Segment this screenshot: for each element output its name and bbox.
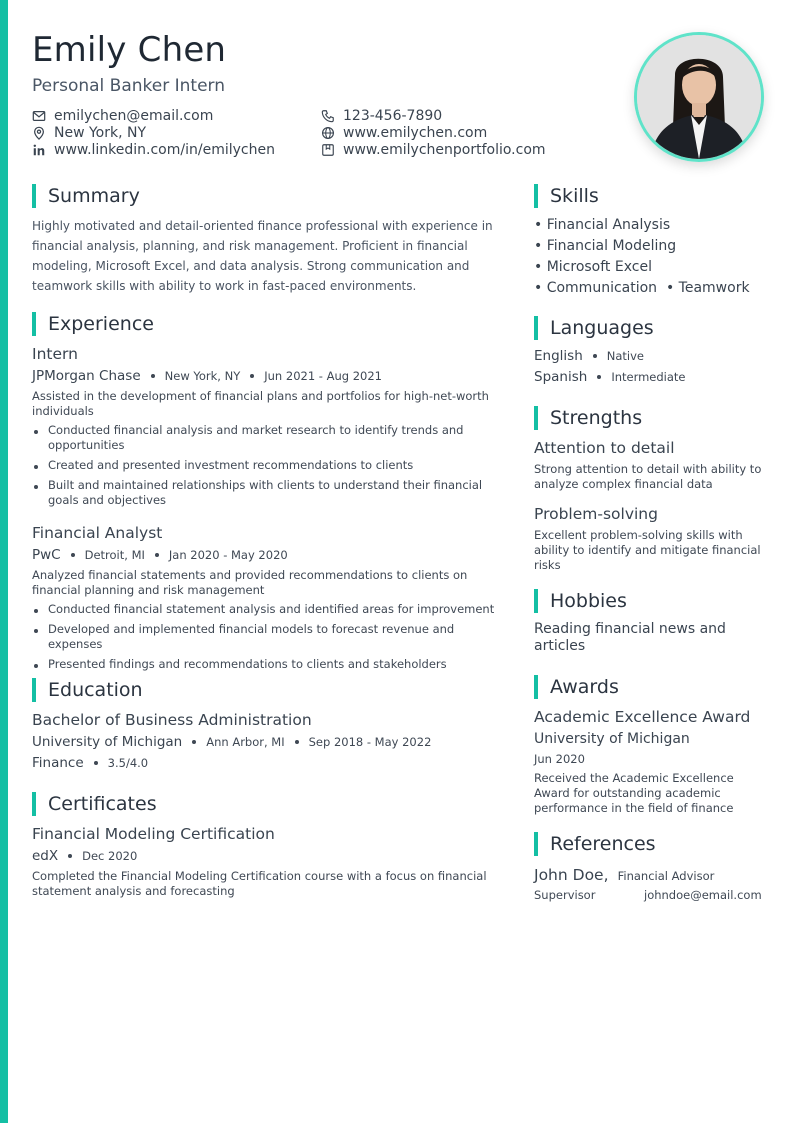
certificates-heading: Certificates xyxy=(32,792,157,816)
job-2-location: Detroit, MI xyxy=(84,548,145,562)
language-row xyxy=(534,369,686,385)
website-text: www.emilychen.com xyxy=(343,125,488,141)
awards-heading: Awards xyxy=(534,675,619,699)
globe-icon xyxy=(321,126,335,140)
reference-line xyxy=(534,865,714,884)
language-name: Spanish xyxy=(534,369,588,385)
strengths-heading: Strengths xyxy=(534,406,642,430)
skill-item: • Financial Analysis xyxy=(534,217,671,233)
strength-text: Strong attention to detail with ability to analyze complex financial data xyxy=(534,462,762,491)
references-heading: References xyxy=(534,832,656,856)
portfolio-contact[interactable] xyxy=(321,142,546,158)
linkedin-contact[interactable] xyxy=(32,142,275,158)
job-2-bullets xyxy=(32,602,512,677)
award-text: Received the Academic Excellence Award for outstanding academic performance in the field of finance xyxy=(534,771,734,815)
skill-item: • Teamwork xyxy=(665,280,750,296)
website-contact[interactable] xyxy=(321,125,487,141)
mail-icon xyxy=(32,109,46,123)
degree: Bachelor of Business Administration xyxy=(32,711,312,729)
list-item: Built and maintained relationships with clients to understand their financial goals and objectives xyxy=(32,478,512,508)
reference-relation: Supervisor xyxy=(534,888,596,902)
job-2-description: Analyzed financial statements and provided recommendations to clients on financial planning and risk management xyxy=(32,568,468,597)
location-pin-icon xyxy=(32,126,46,140)
school-location: Ann Arbor, MI xyxy=(206,735,285,749)
job-1-dates: Jun 2021 - Aug 2021 xyxy=(264,369,382,383)
list-item: Created and presented investment recommendations to clients xyxy=(32,458,512,473)
strength-text: Excellent problem-solving skills with ability to identify and mitigate financial risks xyxy=(534,528,761,572)
skill-item: • Microsoft Excel xyxy=(534,259,652,275)
summary-text: Highly motivated and detail-oriented finance professional with experience in financial analysis, planning, and risk management. Proficient in financial modeling, Microsoft Excel, and data analysis. Strong communication and teamwork skills with ability to work in fast-paced environments. xyxy=(32,219,493,293)
school: University of Michigan xyxy=(32,734,183,750)
hobbies-heading: Hobbies xyxy=(534,589,627,613)
email-contact[interactable] xyxy=(32,108,213,124)
list-item: Conducted financial analysis and market research to identify trends and opportunities xyxy=(32,423,512,453)
job-2-meta xyxy=(32,547,288,563)
email-text: emilychen@email.com xyxy=(54,108,214,124)
job-1-location: New York, NY xyxy=(164,369,241,383)
award-org: University of Michigan xyxy=(534,731,690,747)
language-level: Intermediate xyxy=(611,370,686,384)
education-major-line xyxy=(32,755,148,771)
profile-photo xyxy=(634,32,764,162)
certificate-date: Dec 2020 xyxy=(82,849,138,863)
phone-text: 123-456-7890 xyxy=(343,108,443,124)
education-dates: Sep 2018 - May 2022 xyxy=(308,735,432,749)
reference-role: Financial Advisor xyxy=(617,869,715,883)
reference-name: John Doe, xyxy=(534,866,609,884)
certificate-name: Financial Modeling Certification xyxy=(32,825,275,843)
language-row xyxy=(534,348,644,364)
experience-heading: Experience xyxy=(32,312,154,336)
skill-item: • Financial Modeling xyxy=(534,238,677,254)
reference-email[interactable]: johndoe@email.com xyxy=(644,888,762,902)
major: Finance xyxy=(32,755,84,771)
language-level: Native xyxy=(606,349,644,363)
gpa: 3.5/4.0 xyxy=(107,756,149,770)
portfolio-text: www.emilychenportfolio.com xyxy=(343,142,546,158)
certificate-meta xyxy=(32,848,137,864)
skills-heading: Skills xyxy=(534,184,599,208)
phone-contact[interactable] xyxy=(321,108,442,124)
linkedin-icon xyxy=(32,143,46,157)
phone-icon xyxy=(321,109,335,123)
award-title: Academic Excellence Award xyxy=(534,708,751,726)
job-1-company: JPMorgan Chase xyxy=(32,368,141,384)
linkedin-text: www.linkedin.com/in/emilychen xyxy=(54,142,275,158)
list-item: Conducted financial statement analysis and identified areas for improvement xyxy=(32,602,512,617)
language-name: English xyxy=(534,348,583,364)
strength-title: Attention to detail xyxy=(534,439,675,457)
skill-item: • Communication xyxy=(534,280,658,296)
job-2-title: Financial Analyst xyxy=(32,524,163,542)
job-1-description: Assisted in the development of financial plans and portfolios for high-net-worth individuals xyxy=(32,389,489,418)
list-item: Presented findings and recommendations to clients and stakeholders xyxy=(32,657,512,672)
hobbies-text: Reading financial news and articles xyxy=(534,621,726,654)
languages-heading: Languages xyxy=(534,316,654,340)
education-meta xyxy=(32,734,431,750)
job-1-meta xyxy=(32,368,382,384)
location-contact xyxy=(32,125,146,141)
job-2-company: PwC xyxy=(32,547,61,563)
skill-row xyxy=(534,280,750,296)
certificate-description: Completed the Financial Modeling Certification course with a focus on financial statement analysis and forecasting xyxy=(32,869,487,898)
job-2-dates: Jan 2020 - May 2020 xyxy=(168,548,288,562)
person-portrait-icon xyxy=(637,35,761,159)
candidate-name: Emily Chen xyxy=(32,30,227,70)
strength-title: Problem-solving xyxy=(534,505,658,523)
list-item: Developed and implemented financial models to forecast revenue and expenses xyxy=(32,622,512,652)
certificate-issuer: edX xyxy=(32,848,59,864)
job-title: Personal Banker Intern xyxy=(32,76,225,96)
summary-heading: Summary xyxy=(32,184,140,208)
accent-bar xyxy=(0,0,8,1123)
job-1-bullets xyxy=(32,423,512,513)
portfolio-icon xyxy=(321,143,335,157)
education-heading: Education xyxy=(32,678,143,702)
job-1-title: Intern xyxy=(32,345,78,363)
award-date: Jun 2020 xyxy=(534,752,585,766)
location-text: New York, NY xyxy=(54,125,147,141)
